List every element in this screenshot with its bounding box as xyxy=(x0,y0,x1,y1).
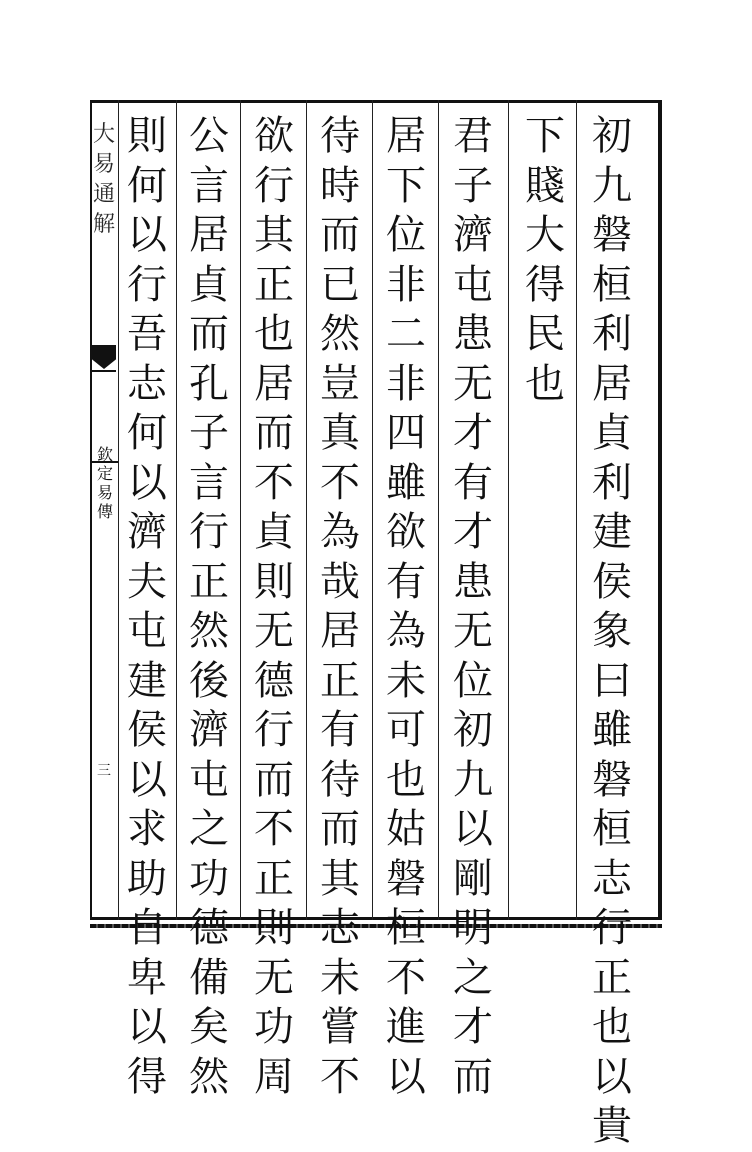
character: 大 xyxy=(525,212,565,258)
column-divider xyxy=(176,100,177,920)
character: 後 xyxy=(189,657,229,704)
character: 孔 xyxy=(189,360,229,407)
character: 得 xyxy=(127,1053,167,1100)
character: 貞 xyxy=(254,509,294,555)
text-column-1 xyxy=(583,112,641,1152)
character: 才 xyxy=(453,509,493,555)
character: 言 xyxy=(189,162,229,209)
character: 患 xyxy=(453,311,493,357)
character: 剛 xyxy=(453,855,493,902)
character: 以 xyxy=(453,806,493,852)
character: 未 xyxy=(386,657,426,704)
character: 有 xyxy=(320,707,360,753)
character: 以 xyxy=(127,212,167,258)
character: 而 xyxy=(453,1053,493,1100)
character: 待 xyxy=(320,113,360,159)
character: 待 xyxy=(320,756,360,803)
character: 无 xyxy=(453,608,493,654)
character: 則 xyxy=(254,905,294,951)
character: 屯 xyxy=(453,261,493,308)
character: 傳 xyxy=(96,502,113,521)
character: 也 xyxy=(592,1004,632,1050)
character: 行 xyxy=(254,162,294,209)
character: 備 xyxy=(189,954,229,1001)
character: 不 xyxy=(320,459,360,506)
character: 德 xyxy=(254,657,294,704)
character: 子 xyxy=(453,162,493,209)
text-column-5 xyxy=(311,112,369,1102)
character: 則 xyxy=(254,558,294,605)
character: 以 xyxy=(127,756,167,803)
character: 不 xyxy=(254,459,294,506)
character: 利 xyxy=(592,311,632,357)
character: 正 xyxy=(254,855,294,902)
character: 以 xyxy=(386,1053,426,1100)
character: 然 xyxy=(189,1053,229,1100)
character: 子 xyxy=(189,410,229,456)
character: 而 xyxy=(189,311,229,357)
character: 則 xyxy=(127,113,167,159)
character: 欽 xyxy=(96,445,113,464)
character: 磐 xyxy=(592,212,632,258)
character: 无 xyxy=(254,608,294,654)
character: 而 xyxy=(320,806,360,852)
column-divider xyxy=(508,100,509,920)
character: 通 xyxy=(92,182,115,207)
character: 定 xyxy=(96,464,113,483)
character: 位 xyxy=(453,657,493,704)
character: 不 xyxy=(320,1053,360,1100)
character: 行 xyxy=(254,707,294,753)
character: 然 xyxy=(320,311,360,357)
character: 才 xyxy=(453,1004,493,1050)
text-column-3 xyxy=(444,112,502,1102)
character: 濟 xyxy=(127,509,167,555)
character: 何 xyxy=(127,410,167,456)
character: 利 xyxy=(592,459,632,506)
character: 大 xyxy=(92,122,115,147)
character: 姑 xyxy=(386,806,426,852)
character: 患 xyxy=(453,558,493,605)
text-column-6 xyxy=(245,112,303,1102)
character: 助 xyxy=(127,855,167,902)
character: 而 xyxy=(320,212,360,258)
character: 之 xyxy=(453,954,493,1001)
character: 侯 xyxy=(127,707,167,753)
character: 為 xyxy=(320,509,360,555)
character: 志 xyxy=(320,905,360,951)
character: 之 xyxy=(189,806,229,852)
character: 正 xyxy=(320,657,360,704)
character: 正 xyxy=(592,954,632,1001)
character: 明 xyxy=(453,905,493,951)
character: 然 xyxy=(189,608,229,654)
character: 四 xyxy=(386,410,426,456)
character: 解 xyxy=(92,212,115,237)
character: 民 xyxy=(525,311,565,357)
character: 也 xyxy=(386,756,426,803)
character: 雖 xyxy=(386,459,426,506)
character: 磐 xyxy=(592,756,632,803)
character: 不 xyxy=(386,954,426,1001)
character: 雖 xyxy=(592,707,632,753)
character: 位 xyxy=(386,212,426,258)
character: 功 xyxy=(254,1004,294,1050)
character: 何 xyxy=(127,162,167,209)
character: 象 xyxy=(592,608,632,654)
character: 濟 xyxy=(189,707,229,753)
character: 為 xyxy=(386,608,426,654)
character: 賤 xyxy=(525,162,565,209)
character: 其 xyxy=(320,855,360,902)
character: 无 xyxy=(254,954,294,1001)
character: 未 xyxy=(320,954,360,1001)
character: 行 xyxy=(592,905,632,951)
fish-tail-rule xyxy=(92,370,116,372)
character: 可 xyxy=(386,707,426,753)
character: 求 xyxy=(127,806,167,852)
character: 桓 xyxy=(592,261,632,308)
character: 居 xyxy=(592,360,632,407)
character: 不 xyxy=(254,806,294,852)
character: 貞 xyxy=(189,261,229,308)
character: 君 xyxy=(453,113,493,159)
character: 以 xyxy=(592,1053,632,1100)
character: 其 xyxy=(254,212,294,258)
character: 貞 xyxy=(592,410,632,456)
character: 哉 xyxy=(320,558,360,605)
character: 居 xyxy=(254,360,294,407)
text-column-4 xyxy=(377,112,435,1102)
character: 才 xyxy=(453,410,493,456)
character: 易 xyxy=(96,483,113,502)
character: 而 xyxy=(254,756,294,803)
character: 屯 xyxy=(189,756,229,803)
character: 居 xyxy=(320,608,360,654)
text-column-7 xyxy=(180,112,238,1102)
character: 正 xyxy=(254,261,294,308)
column-divider xyxy=(576,100,577,920)
character: 德 xyxy=(189,905,229,951)
character: 貴 xyxy=(592,1103,632,1149)
character: 建 xyxy=(127,657,167,704)
character: 初 xyxy=(592,113,632,159)
character: 而 xyxy=(254,410,294,456)
character: 九 xyxy=(592,162,632,209)
character: 易 xyxy=(92,152,115,177)
page-number: 三 xyxy=(97,763,111,779)
character: 嘗 xyxy=(320,1004,360,1050)
character: 行 xyxy=(189,509,229,555)
margin-header xyxy=(92,120,116,240)
character: 夫 xyxy=(127,558,167,605)
character: 建 xyxy=(592,509,632,555)
character: 以 xyxy=(127,1004,167,1050)
margin-side-title xyxy=(95,445,115,521)
character: 已 xyxy=(320,261,360,308)
text-column-2 xyxy=(516,112,574,409)
character: 卑 xyxy=(127,954,167,1001)
character: 志 xyxy=(127,360,167,407)
character: 曰 xyxy=(592,657,632,704)
character: 二 xyxy=(386,311,426,357)
character: 下 xyxy=(386,162,426,209)
character: 桓 xyxy=(386,905,426,951)
column-divider xyxy=(438,100,439,920)
character: 屯 xyxy=(127,608,167,654)
character: 以 xyxy=(127,459,167,506)
character: 正 xyxy=(189,558,229,605)
character: 欲 xyxy=(386,509,426,555)
column-divider xyxy=(306,100,307,920)
character: 周 xyxy=(254,1053,294,1100)
character: 磐 xyxy=(386,855,426,902)
character: 九 xyxy=(453,756,493,803)
character: 非 xyxy=(386,261,426,308)
character: 初 xyxy=(453,707,493,753)
character: 公 xyxy=(189,113,229,159)
character: 吾 xyxy=(127,311,167,357)
character: 下 xyxy=(525,113,565,159)
character: 有 xyxy=(386,558,426,605)
character: 矣 xyxy=(189,1004,229,1050)
character: 桓 xyxy=(592,806,632,852)
character: 有 xyxy=(453,459,493,506)
character: 非 xyxy=(386,360,426,407)
character: 也 xyxy=(525,360,565,407)
character: 時 xyxy=(320,162,360,209)
character: 言 xyxy=(189,459,229,506)
text-column-8 xyxy=(118,112,176,1102)
character: 居 xyxy=(189,212,229,258)
character: 志 xyxy=(592,855,632,902)
character: 侯 xyxy=(592,558,632,605)
column-divider xyxy=(372,100,373,920)
character: 欲 xyxy=(254,113,294,159)
character: 得 xyxy=(525,261,565,308)
character: 真 xyxy=(320,410,360,456)
character: 行 xyxy=(127,261,167,308)
character: 自 xyxy=(127,905,167,951)
column-divider xyxy=(240,100,241,920)
character: 功 xyxy=(189,855,229,902)
character: 无 xyxy=(453,360,493,407)
character: 居 xyxy=(386,113,426,159)
character: 進 xyxy=(386,1004,426,1050)
character: 濟 xyxy=(453,212,493,258)
character: 豈 xyxy=(320,360,360,407)
character: 也 xyxy=(254,311,294,357)
